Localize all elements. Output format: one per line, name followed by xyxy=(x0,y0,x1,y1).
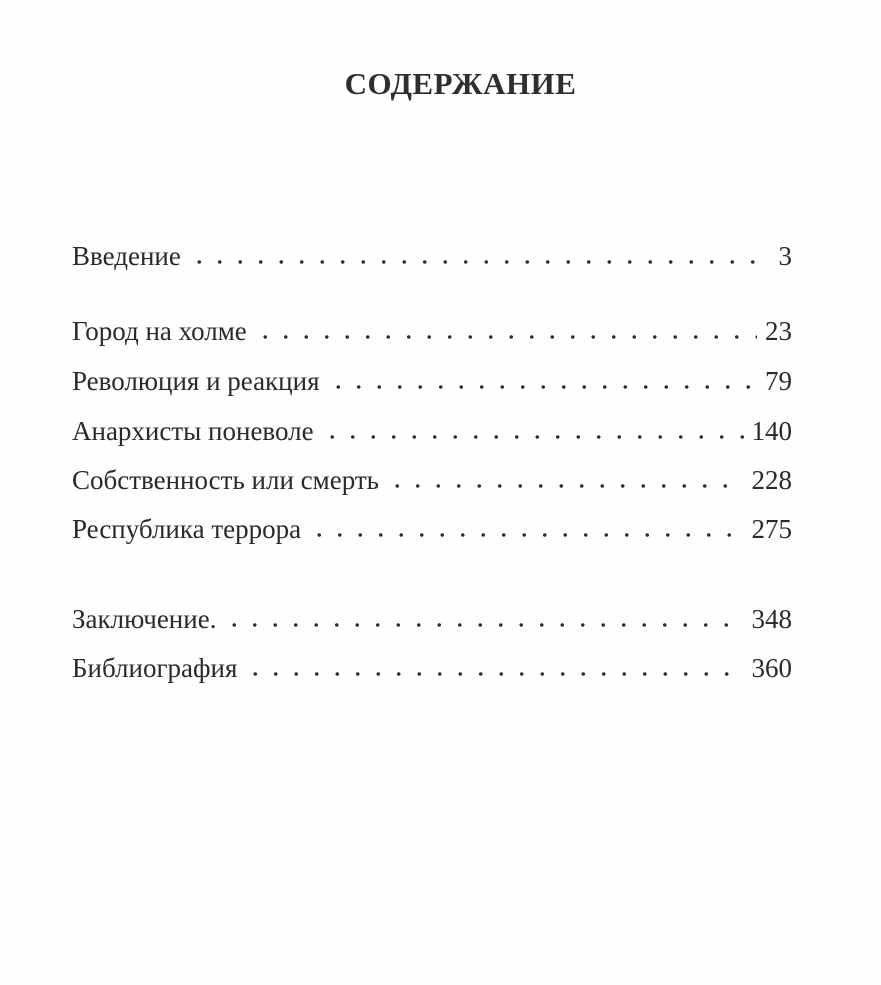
toc-page-number: 3 xyxy=(778,241,792,271)
toc-entry-bibliography xyxy=(72,650,792,686)
dot-leader xyxy=(224,623,743,627)
toc-entry-chapter-2 xyxy=(72,363,792,399)
toc-entry-title: Введение xyxy=(72,241,181,271)
toc-page-number: 360 xyxy=(751,653,792,683)
toc-entry-introduction xyxy=(72,238,792,274)
toc-page-number: 228 xyxy=(751,465,792,495)
dot-leader xyxy=(387,484,744,488)
dot-leader xyxy=(328,385,758,389)
toc-entry-conclusion xyxy=(72,601,792,637)
toc-entry-title: Библиография xyxy=(72,653,238,683)
dot-leader xyxy=(255,335,757,339)
dot-leader xyxy=(309,533,743,537)
toc-page-number: 140 xyxy=(751,416,792,446)
toc-entry-chapter-3 xyxy=(72,413,792,449)
toc-entry-chapter-1 xyxy=(72,313,792,349)
dot-leader xyxy=(189,260,762,264)
toc-page-number: 79 xyxy=(765,366,792,396)
dot-leader xyxy=(322,435,744,439)
toc-entry-title: Собственность или смерть xyxy=(72,465,379,495)
toc-entry-title: Заключение. xyxy=(72,604,217,634)
toc-entry-chapter-5 xyxy=(72,511,792,547)
toc-entry-chapter-4 xyxy=(72,462,792,498)
toc-page-number: 348 xyxy=(751,604,792,634)
toc-entry-title: Анархисты поневоле xyxy=(72,416,314,446)
page-title: СОДЕРЖАНИЕ xyxy=(344,66,577,101)
dot-leader xyxy=(245,672,743,676)
toc-entry-title: Революция и реакция xyxy=(72,366,320,396)
toc-entry-title: Республика террора xyxy=(72,514,302,544)
toc-entry-title: Город на холме xyxy=(72,316,247,346)
toc-page-number: 23 xyxy=(765,316,792,346)
toc-page-number: 275 xyxy=(751,514,792,544)
